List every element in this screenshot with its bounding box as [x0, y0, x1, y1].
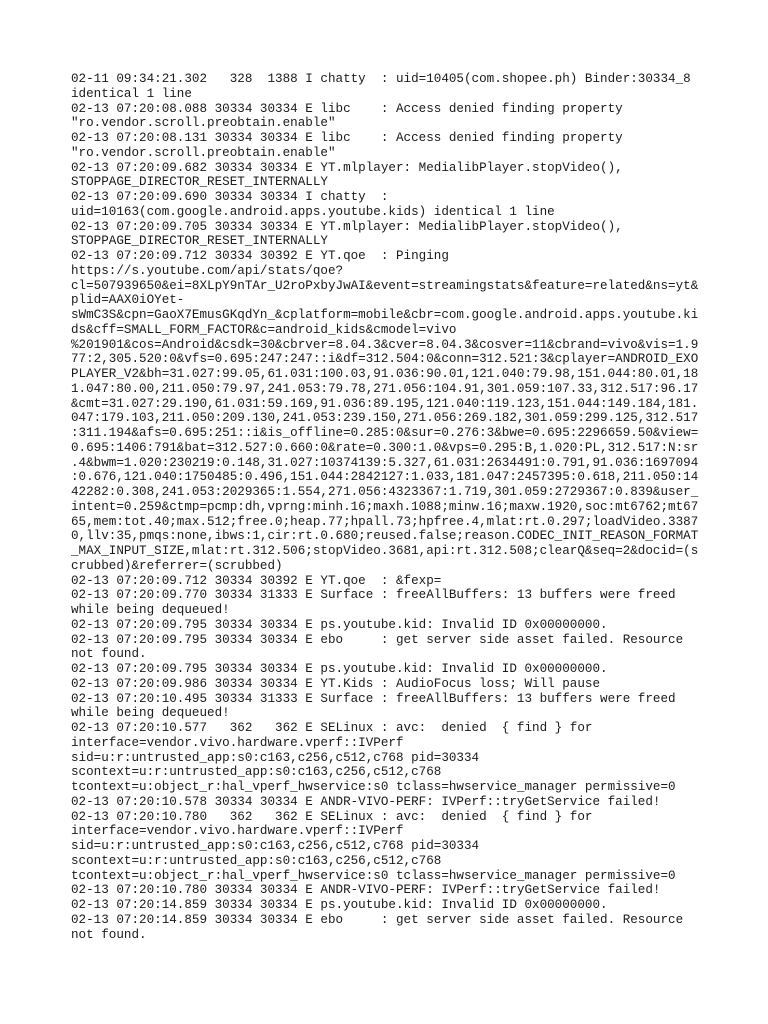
log-line: 02-13 07:20:10.495 30334 31333 E Surface : freeAllBuffers: 13 buffers were freed: [71, 691, 676, 706]
log-line: 65,mem:tot.40;max.512;free.0;heap.77;hpall.73;hpfree.4,mlat:rt.0.297;loadVideo.3387: [71, 514, 699, 529]
log-line: 02-13 07:20:10.780 30334 30334 E ANDR-VIVO-PERF: IVPerf::tryGetService failed!: [71, 883, 661, 898]
log-line: https://s.youtube.com/api/stats/qoe?: [71, 263, 344, 278]
log-line: 02-13 07:20:09.795 30334 30334 E ebo : get server side asset failed. Resource: [71, 632, 684, 647]
log-line: 02-13 07:20:09.795 30334 30334 E ps.youtube.kid: Invalid ID 0x00000000.: [71, 617, 608, 632]
log-line: 02-13 07:20:08.131 30334 30334 E libc : Access denied finding property: [71, 131, 623, 145]
log-line: 0.695:1406:791&bat=312.527:0.660:0&rate=0.300:1.0&vps=0.295:B,1.020:PL,312.517:N:sr: [71, 440, 699, 455]
log-line: scontext=u:r:untrusted_app:s0:c163,c256,c512,c768: [71, 853, 442, 868]
log-line: &cmt=31.027:29.190,61.031:59.169,91.036:89.195,121.040:119.123,151.044:149.184,181.: [71, 396, 699, 411]
log-line: not found.: [71, 647, 147, 662]
log-line: plid=AAX0iOYet-: [71, 293, 185, 308]
log-line: :311.194&afs=0.695:251::i&is_offline=0.285:0&sur=0.276:3&bwe=0.695:2296659.50&view=: [71, 426, 699, 440]
log-line: while being dequeued!: [71, 706, 230, 721]
log-line: :0.676,121.040:1750485:0.496,151.044:2842127:1.033,181.047:2457395:0.618,211.050:14: [71, 470, 699, 485]
log-line: cl=507939650&ei=8XLpY9nTAr_U2roPxbyJwAI&event=streamingstats&feature=related&ns=yt&: [71, 278, 699, 293]
log-line: 0,llv:35,pmqs:none,ibws:1,cir:rt.0.680;reused.false;reason.CODEC_INIT_REASON_FORMAT: [71, 529, 699, 544]
log-line: .4&bwm=1.020:230219:0.148,31.027:10374139:5.327,61.031:2634491:0.791,91.036:1697094: [71, 455, 699, 470]
log-line: 02-13 07:20:09.986 30334 30334 E YT.Kids : AudioFocus loss; Will pause: [71, 676, 601, 691]
log-line: STOPPAGE_DIRECTOR_RESET_INTERNALLY: [71, 175, 328, 190]
log-line: interface=vendor.vivo.hardware.vperf::IVPerf: [71, 824, 404, 839]
log-line: 02-13 07:20:09.690 30334 30334 I chatty :: [71, 190, 389, 204]
log-line: intent=0.259&ctmp=pcmp:dh,vprng:minh.16;maxh.1088;minw.16;maxw.1920,soc:mt6762;mt67: [71, 499, 699, 514]
log-line: sWmC3S&cpn=GaoX7EmusGKqdYn_&cplatform=mobile&cbr=com.google.android.apps.youtube.ki: [71, 308, 699, 322]
log-line: 02-11 09:34:21.302 328 1388 I chatty : uid=10405(com.shopee.ph) Binder:30334_8: [71, 72, 691, 86]
log-line: 42282:0.308,241.053:2029365:1.554,271.056:4323367:1.719,301.059:2729367:0.839&user_: [71, 485, 699, 499]
log-line: identical 1 line: [71, 86, 192, 101]
log-line: 02-13 07:20:10.577 362 362 E SELinux : avc: denied { find } for: [71, 721, 593, 735]
log-line: 02-13 07:20:10.780 362 362 E SELinux : avc: denied { find } for: [71, 809, 593, 824]
log-line: STOPPAGE_DIRECTOR_RESET_INTERNALLY: [71, 234, 328, 249]
log-page: [71, 72, 711, 942]
log-line: while being dequeued!: [71, 603, 230, 617]
log-line: sid=u:r:untrusted_app:s0:c163,c256,c512,c768 pid=30334: [71, 750, 480, 765]
log-text: [71, 72, 711, 942]
log-line: 02-13 07:20:09.682 30334 30334 E YT.mlplayer: MedialibPlayer.stopVideo(),: [71, 160, 623, 175]
log-line: PLAYER_V2&bh=31.027:99.05,61.031:100.03,91.036:90.01,121.040:79.98,151.044:80.01,18: [71, 367, 699, 381]
log-line: ds&cff=SMALL_FORM_FACTOR&c=android_kids&cmodel=vivo: [71, 322, 457, 337]
log-line: 047:179.103,211.050:209.130,241.053:239.150,271.056:269.182,301.059:299.125,312.517: [71, 411, 699, 426]
log-line: 02-13 07:20:14.859 30334 30334 E ps.youtube.kid: Invalid ID 0x00000000.: [71, 898, 608, 912]
log-line: 02-13 07:20:09.705 30334 30334 E YT.mlplayer: MedialibPlayer.stopVideo(),: [71, 219, 623, 234]
log-line: 02-13 07:20:08.088 30334 30334 E libc : Access denied finding property: [71, 101, 623, 116]
log-line: 02-13 07:20:09.770 30334 31333 E Surface : freeAllBuffers: 13 buffers were freed: [71, 588, 676, 603]
log-line: not found.: [71, 927, 147, 942]
log-line: interface=vendor.vivo.hardware.vperf::IVPerf: [71, 735, 404, 750]
log-line: _MAX_INPUT_SIZE,mlat:rt.312.506;stopVideo.3681,api:rt.312.508;clearQ&seq=2&docid=(s: [71, 544, 699, 558]
log-line: 02-13 07:20:10.578 30334 30334 E ANDR-VIVO-PERF: IVPerf::tryGetService failed!: [71, 794, 661, 809]
log-line: %201901&cos=Android&csdk=30&cbrver=8.04.3&cver=8.04.3&cosver=11&cbrand=vivo&vis=1.9: [71, 337, 699, 352]
log-line: 77:2,305.520:0&vfs=0.695:247:247::i&df=312.504:0&conn=312.521:3&cplayer=ANDROID_EXO: [71, 352, 699, 367]
log-line: sid=u:r:untrusted_app:s0:c163,c256,c512,c768 pid=30334: [71, 839, 480, 853]
log-line: 02-13 07:20:09.795 30334 30334 E ps.youtube.kid: Invalid ID 0x00000000.: [71, 662, 608, 676]
log-line: "ro.vendor.scroll.preobtain.enable": [71, 116, 336, 131]
log-line: tcontext=u:object_r:hal_vperf_hwservice:s0 tclass=hwservice_manager permissive=0: [71, 868, 676, 883]
log-line: tcontext=u:object_r:hal_vperf_hwservice:s0 tclass=hwservice_manager permissive=0: [71, 780, 676, 794]
log-line: 1.047:80.00,211.050:79.97,241.053:79.78,271.056:104.91,301.059:107.33,312.517:96.17: [71, 381, 699, 396]
log-line: 02-13 07:20:14.859 30334 30334 E ebo : get server side asset failed. Resource: [71, 912, 684, 927]
log-line: crubbed)&referrer=(scrubbed): [71, 558, 283, 573]
log-line: scontext=u:r:untrusted_app:s0:c163,c256,c512,c768: [71, 765, 442, 780]
log-line: 02-13 07:20:09.712 30334 30392 E YT.qoe : Pinging: [71, 249, 449, 263]
log-line: 02-13 07:20:09.712 30334 30392 E YT.qoe : &fexp=: [71, 573, 442, 588]
log-line: "ro.vendor.scroll.preobtain.enable": [71, 145, 336, 160]
log-line: uid=10163(com.google.android.apps.youtube.kids) identical 1 line: [71, 204, 555, 219]
